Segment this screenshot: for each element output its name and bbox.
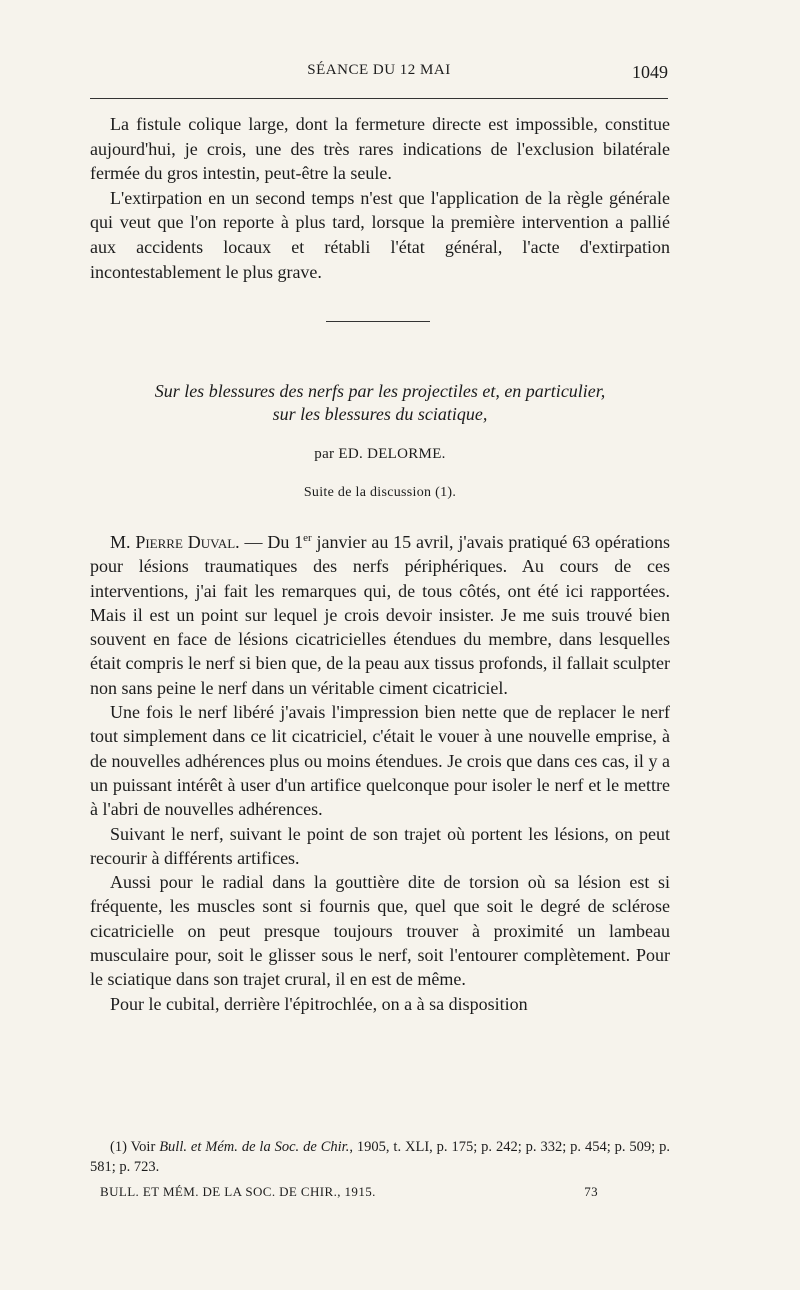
page-header (90, 62, 668, 84)
discussion-paragraph: Aussi pour le radial dans la gouttière dite de torsion où sa lésion est si fréquente, les muscles sont si fournis que, quel que soit le degré de sclérose cicatricielle on peut presque toujours trouver à proximité un lambeau musculaire pour, soit le glisser sous le nerf, soit l'entourer complètement. Pour le sciatique dans son trajet crural, il en est de même. (90, 872, 670, 990)
intro-paragraph: La fistule colique large, dont la fermeture directe est impossible, constitue aujourd'hui, je crois, une des très rares indications de l'exclusion bilatérale fermée du gros intestin, peut-être la seule. (90, 114, 670, 184)
article-title (90, 380, 670, 426)
article-title-line: sur les blessures du sciatique, (272, 404, 488, 424)
intro-text (90, 112, 670, 284)
article-author: par ED. DELORME. (314, 446, 446, 462)
footer-journal: BULL. ET MÉM. DE LA SOC. DE CHIR., 1915. (100, 1184, 376, 1199)
article-title-line: Sur les blessures des nerfs par les projectiles et, en particulier, (154, 381, 606, 401)
page-number: 1049 (632, 62, 668, 82)
ordinal-superscript: er (303, 532, 312, 544)
footnote-journal: Bull. et Mém. de la Soc. de Chir. (159, 1139, 350, 1155)
discussion-paragraph: Pour le cubital, derrière l'épitrochlée, on a à sa disposition (110, 993, 528, 1014)
footnote-references: , 1905, t. XLI, p. 175; p. 242; p. 332; p. 454; p. 509; p. 581; p. 723. (90, 1139, 671, 1175)
page-footer (90, 1184, 670, 1204)
section-divider (326, 321, 430, 322)
discussion-paragraph: Suivant le nerf, suivant le point de son trajet où portent les lésions, on peut recourir à différents artifices. (90, 823, 670, 868)
footnote-text (90, 1137, 670, 1177)
article-subtitle: Suite de la discussion (1). (303, 485, 457, 500)
discussion-text (90, 530, 670, 1016)
footnote-marker: (1) Voir (110, 1139, 160, 1155)
discussion-text-part: — Du 1 (239, 532, 304, 552)
running-title: SÉANCE DU 12 MAI (307, 62, 451, 78)
discussion-paragraph (90, 530, 670, 700)
discussion-text-part: janvier au 15 avril, j'avais pratiqué 63 opérations pour lésions traumatiques des nerfs périphériques. Au cours de ces interventions, j'ai fait les remarques qui, de tous côtés, ont été ici rapportées. Mais il est un point sur lequel je crois devoir insister. Je me suis trouvé bien souvent en face de lésions cicatricielles étendues du membre, dans lesquelles était compris le nerf si bien que, de la peau aux tissus profonds, il fallait sculpter non sans peine le nerf dans un véritable ciment cicatriciel. (90, 532, 671, 698)
speaker-name: M. Pierre Duval. (110, 532, 240, 552)
footer-signature: 73 (584, 1184, 598, 1199)
header-rule (90, 98, 668, 99)
discussion-paragraph: Une fois le nerf libéré j'avais l'impression bien nette que de replacer le nerf tout simplement dans ce lit cicatriciel, c'était le vouer à une nouvelle emprise, à de nouvelles adhérences plus ou moins étendues. Je crois que dans ces cas, il y a un puissant intérêt à user d'un artifice quelconque pour isoler le nerf et le mettre à l'abri de nouvelles adhérences. (90, 702, 670, 820)
intro-paragraph: L'extirpation en un second temps n'est que l'application de la règle générale qui veut que l'on reporte à plus tard, lorsque la première intervention a pallié aux accidents locaux et rétabli l'état général, l'acte d'extirpation incontestablement le plus grave. (90, 187, 670, 282)
footnote (90, 1137, 670, 1177)
